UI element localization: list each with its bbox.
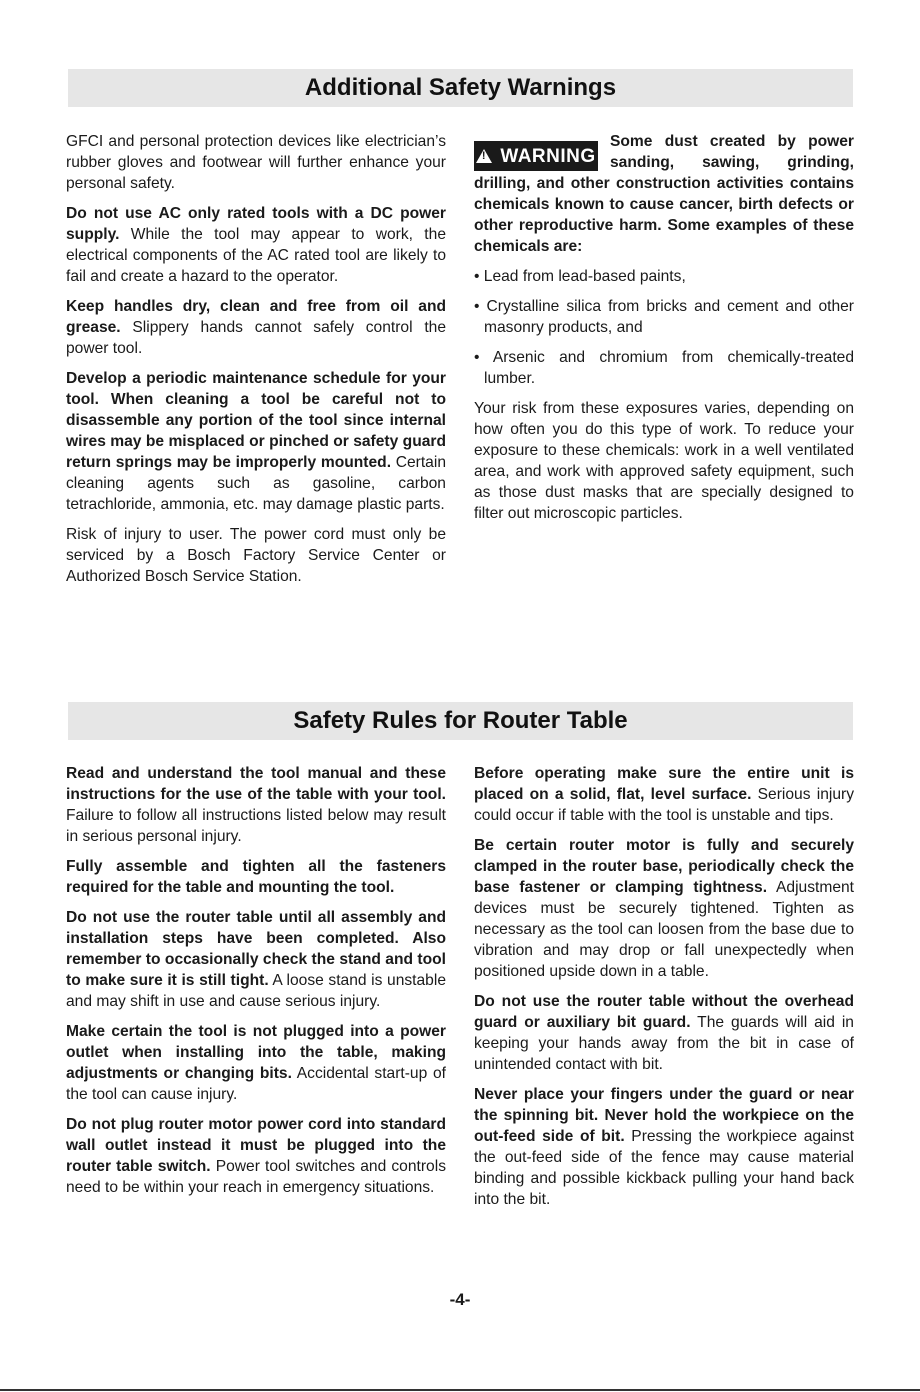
paragraph: Fully assemble and tighten all the fasteners required for the table and mounting the tool. bbox=[66, 858, 446, 896]
paragraph: Your risk from these exposures varies, depending on how often you do this type of work. To reduce your exposure to these chemicals: work in a well ventilated area, and work with approved safety equipment, such as those dust masks that are specially designed to filter out microscopic particles. bbox=[474, 400, 854, 522]
paragraph: Do not use the router table until all assembly and installation steps have been completed. Also remember to occasionally check the stand and tool to make sure it is still tight. A loose stand is unstable and may shift in use and cause serious injury. bbox=[66, 909, 446, 1010]
paragraph: Risk of injury to user. The power cord must only be serviced by a Bosch Factory Service Center or Authorized Bosch Service Station. bbox=[66, 526, 446, 585]
list-item: • Lead from lead-based paints, bbox=[474, 268, 686, 285]
paragraph: Never place your fingers under the guard or near the spinning bit. Never hold the workpiece on the out-feed side of bit. Pressing the workpiece against the out-feed side of the fence may cause material binding and possible kickback pulling your hand back into the bit. bbox=[474, 1086, 854, 1208]
warning-triangle-icon bbox=[476, 149, 492, 163]
paragraph: Do not use the router table without the overhead guard or auxiliary bit guard. The guards will aid in keeping your hands away from the bit in case of unintended contact with bit. bbox=[474, 993, 854, 1073]
list-item: • Crystalline silica from bricks and cement and other masonry products, and bbox=[474, 298, 854, 336]
warning-text: Some dust created by power sanding, sawing, grinding, drilling, and other construction activities contains chemicals known to cause cancer, birth defects or other reproductive harm. Some examples of these chemicals are: bbox=[474, 133, 854, 255]
bottom-divider bbox=[0, 1389, 920, 1391]
paragraph: Do not plug router motor power cord into standard wall outlet instead it must be plugged into the router table switch. Power tool switches and controls need to be within your reach in emergency situations. bbox=[66, 1116, 446, 1196]
list-item: • Arsenic and chromium from chemically-treated lumber. bbox=[474, 349, 854, 387]
paragraph: Do not use AC only rated tools with a DC power supply. While the tool may appear to work, the electrical components of the AC rated tool are likely to fail and create a hazard to the operator. bbox=[66, 205, 446, 285]
section-title-router-table: Safety Rules for Router Table bbox=[68, 702, 853, 740]
warning-badge: ! WARNING bbox=[474, 141, 598, 171]
router-rules-left-column bbox=[66, 763, 446, 1207]
paragraph: Read and understand the tool manual and these instructions for the use of the table with your tool. Failure to follow all instructions listed below may result in serious personal injury. bbox=[66, 765, 446, 845]
paragraph: GFCI and personal protection devices like electrician’s rubber gloves and footwear will further enhance your personal safety. bbox=[66, 133, 446, 192]
warning-block bbox=[474, 131, 854, 266]
additional-warnings-right-column bbox=[474, 131, 854, 533]
paragraph: Before operating make sure the entire unit is placed on a solid, flat, level surface. Serious injury could occur if table with the tool is unstable and tips. bbox=[474, 765, 854, 824]
paragraph: Develop a periodic maintenance schedule for your tool. When cleaning a tool be careful not to disassemble any portion of the tool since internal wires may be misplaced or pinched or safety guard return springs may be improperly mounted. Certain cleaning agents such as gasoline, carbon tetrachloride, ammonia, etc. may damage plastic parts. bbox=[66, 370, 446, 513]
section-title-additional-safety-warnings: Additional Safety Warnings bbox=[68, 69, 853, 107]
additional-warnings-left-column bbox=[66, 131, 446, 596]
paragraph: Make certain the tool is not plugged into a power outlet when installing into the table, making adjustments or changing bits. Accidental start-up of the tool can cause injury. bbox=[66, 1023, 446, 1103]
router-rules-right-column bbox=[474, 763, 854, 1219]
paragraph: Keep handles dry, clean and free from oil and grease. Slippery hands cannot safely control the power tool. bbox=[66, 298, 446, 357]
page-number: -4- bbox=[449, 1290, 471, 1309]
paragraph: Be certain router motor is fully and securely clamped in the router base, periodically check the base fastener or clamping tightness. Adjustment devices must be securely tightened. Tighten as necessary as the tool can loosen from the base due to vibration and may drop or fall unexpectedly when positioned upside down in a table. bbox=[474, 837, 854, 980]
